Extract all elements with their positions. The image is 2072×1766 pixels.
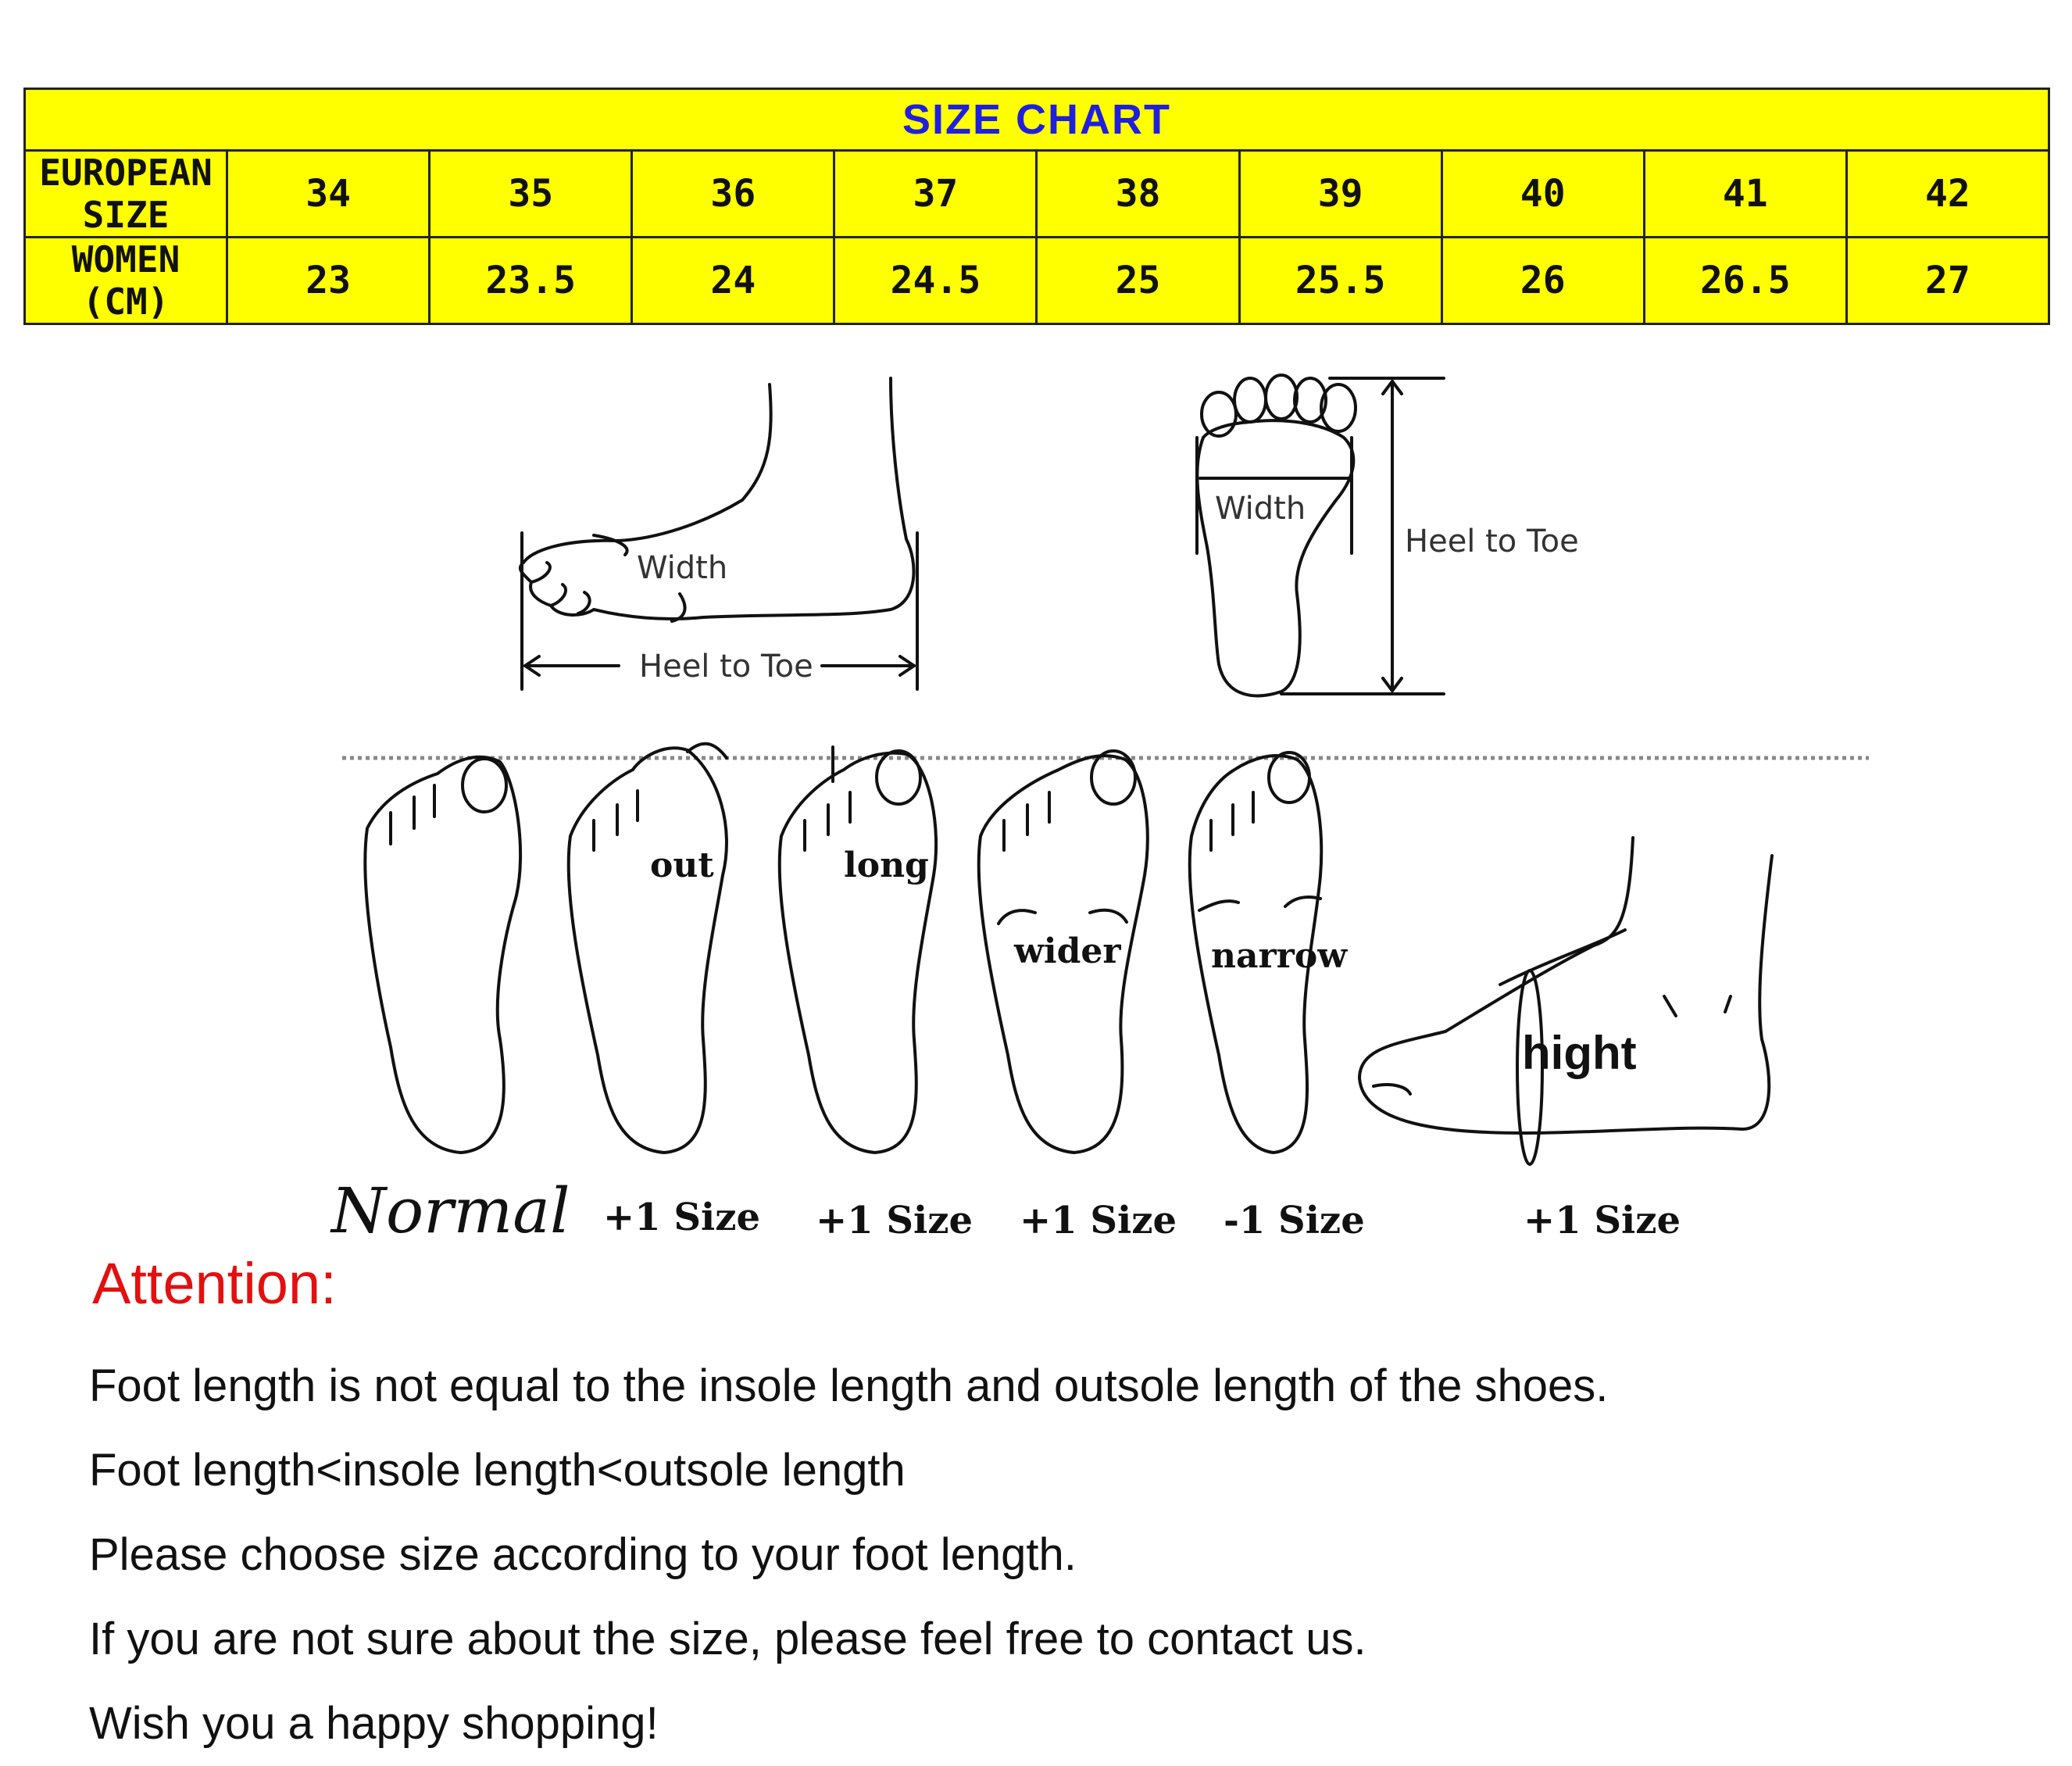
- side-width-label: Width: [637, 550, 728, 586]
- foot-outline: [569, 748, 727, 1153]
- toe-lines: [594, 791, 638, 850]
- toe: [1091, 751, 1135, 804]
- foot-outline: [365, 757, 520, 1153]
- european-size-cell: 40: [1441, 151, 1644, 238]
- attention-note: Please choose size according to your foot length.: [89, 1529, 1077, 1580]
- foot-type-caption: Normal: [331, 1174, 570, 1247]
- sole-heel-toe-label: Heel to Toe: [1405, 524, 1579, 559]
- women-cm-cell: 27: [1846, 238, 2049, 324]
- women-cm-cell: 25: [1037, 238, 1239, 324]
- foot-type-caption: +1 Size: [1020, 1199, 1177, 1242]
- foot-type-narrow: [1190, 753, 1365, 1242]
- foot-type-caption: -1 Size: [1224, 1199, 1365, 1242]
- sole-outline: [1197, 420, 1353, 695]
- european-size-cell: 42: [1846, 151, 2049, 238]
- narrow-arrows: [1199, 897, 1320, 910]
- attention-note: Foot length is not equal to the insole length and outsole length of the shoes.: [89, 1360, 1609, 1411]
- toe-nail: [1374, 1085, 1410, 1094]
- attention-note: Foot length<insole length<outsole length: [89, 1445, 906, 1496]
- toe: [463, 759, 506, 812]
- foot-type-hight: [1359, 838, 1772, 1242]
- toe-curl-line: [531, 563, 590, 613]
- women-cm-cell: 23.5: [430, 238, 632, 324]
- foot-detail: [1500, 930, 1731, 1016]
- european-size-cell: 36: [632, 151, 834, 238]
- toe: [1269, 753, 1309, 803]
- foot-type-caption: +1 Size: [1524, 1199, 1681, 1242]
- attention-heading: Attention:: [92, 1251, 337, 1316]
- attention-note: Wish you a happy shopping!: [89, 1698, 659, 1749]
- european-size-cell: 34: [227, 151, 430, 238]
- sole-width-label: Width: [1215, 491, 1306, 527]
- foot-type-wider: [979, 751, 1177, 1242]
- foot-type-caption: +1 Size: [603, 1196, 761, 1239]
- foot-type-caption: +1 Size: [816, 1199, 973, 1242]
- toe: [1266, 375, 1297, 419]
- foot-type-out: [569, 744, 760, 1239]
- women-cm-cell: 23: [227, 238, 430, 324]
- side-heel-toe-label: Heel to Toe: [639, 649, 813, 685]
- women-cm-cell: 26.5: [1644, 238, 1846, 324]
- toe-lines: [805, 792, 850, 850]
- attention-note: If you are not sure about the size, please feel free to contact us.: [89, 1614, 1366, 1664]
- foot-outline: [1359, 838, 1772, 1133]
- toe: [1234, 378, 1266, 422]
- foot-type-word: narrow: [1211, 936, 1348, 976]
- toe-lines: [1211, 792, 1253, 850]
- foot-type-long: [780, 747, 973, 1242]
- women-cm-cell: 24.5: [834, 238, 1037, 324]
- women-cm-cell: 24: [632, 238, 834, 324]
- foot-type-normal: [330, 757, 570, 1247]
- size-chart-title: SIZE CHART: [25, 89, 2049, 151]
- sole-foot-diagram: [1197, 375, 1579, 695]
- european-size-label: EUROPEAN SIZE: [25, 151, 227, 238]
- foot-type-word: hight: [1522, 1027, 1637, 1079]
- european-size-cell: 35: [430, 151, 632, 238]
- foot-type-word: wider: [1014, 931, 1121, 971]
- wider-arrows: [998, 910, 1127, 924]
- european-size-cell: 38: [1037, 151, 1239, 238]
- attention-notes: [89, 1344, 1608, 1766]
- european-size-cell: 37: [834, 151, 1037, 238]
- toe-lines: [1004, 792, 1049, 850]
- women-cm-cell: 26: [1441, 238, 1644, 324]
- european-size-cell: 39: [1239, 151, 1441, 238]
- women-cm-cell: 25.5: [1239, 238, 1441, 324]
- foot-type-word: out: [650, 845, 714, 885]
- women-cm-label: WOMEN (CM): [25, 238, 227, 324]
- foot-type-word: long: [844, 845, 929, 885]
- side-foot-diagram: [520, 378, 917, 689]
- european-size-cell: 41: [1644, 151, 1846, 238]
- foot-outline: [780, 753, 936, 1153]
